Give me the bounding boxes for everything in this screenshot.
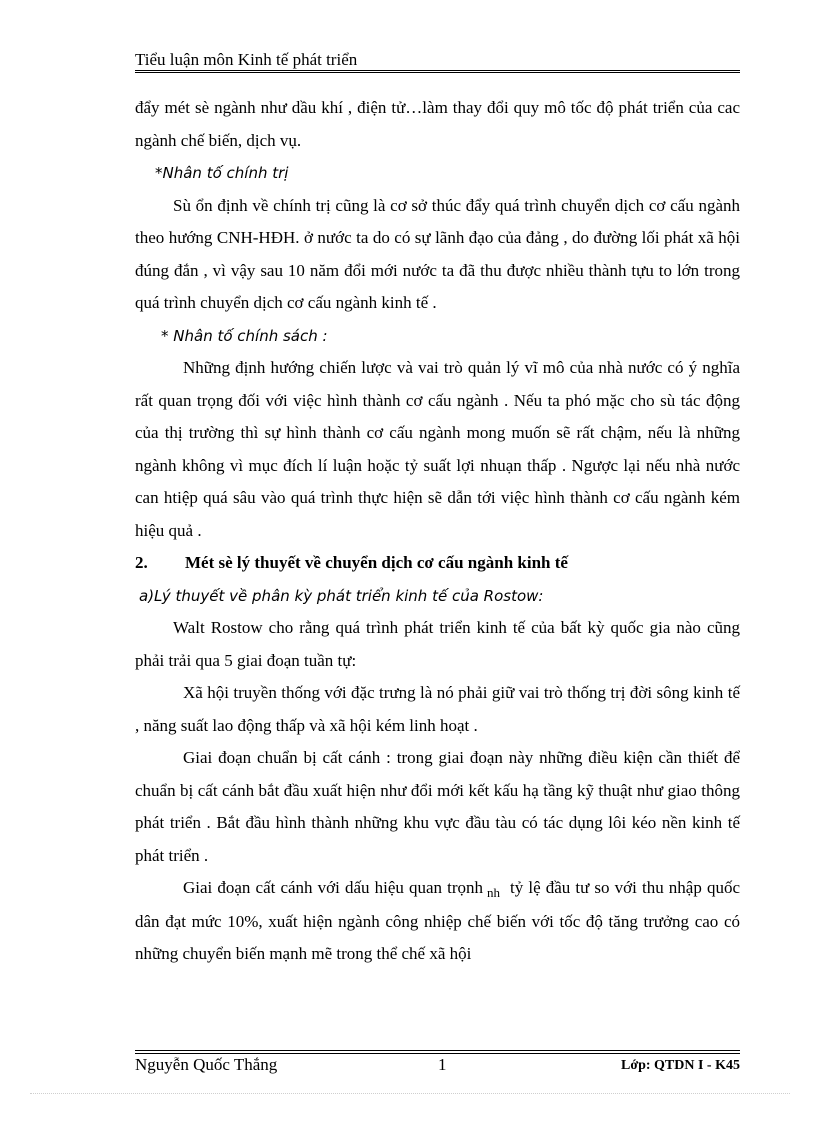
section-number: 2.	[135, 553, 148, 572]
footer-rule-thin	[135, 1053, 740, 1054]
section-heading	[135, 547, 740, 580]
heading-political-factor	[135, 157, 740, 190]
paragraph-political-stability: Sù ổn định về chính trị cũng là cơ sở thúc đẩy quá trình chuyển dịch cơ cấu ngành theo hướng CNH-HĐH. ở nước ta do có sự lãnh đạo của đảng , do đường lối phát xã hội đúng đắn , vì vậy sau 10 năm đổi mới nước ta đã thu được nhiều thành tựu to lớn trong quá trình chuyển dịch cơ cấu ngành kinh tế .	[135, 195, 740, 312]
header-rule-thin	[135, 72, 740, 73]
heading-political-text: *Nhân tố chính trị	[155, 164, 289, 182]
footer-rule	[135, 1050, 740, 1051]
header-rule	[135, 70, 740, 71]
heading-policy-text: * Nhân tố chính sách :	[161, 326, 328, 345]
paragraph-policy: Những định hướng chiến lược và vai trò quản lý vĩ mô của nhà nước có ý nghĩa rất quan trọng đối với việc hình thành cơ cấu ngành . Nếu ta phó mặc cho sù tác động của thị trường thì sự hình thành cơ cấu ngành mong muốn sẽ rất chậm, nếu là những ngành không vì mục đích lí luận hoặc tỷ suất lợi nhuạn thấp . Ngược lại nếu nhà nước can htiệp quá sâu vào quá trình thực hiện sẽ dẫn tới việc hình thành cơ cấu ngành kém hiệu quả .	[135, 358, 740, 540]
page-header: Tiểu luận môn Kinh tế phát triển	[135, 50, 358, 69]
paragraph-takeoff-part1: Giai đoạn cất cánh với dấu hiệu quan trọnh	[183, 878, 484, 897]
paragraph-industry-change: đẩy mét sè ngành như dầu khí , điện tử…làm thay đổi quy mô tốc độ phát triển của cac ngành chế biến, dịch vụ.	[135, 98, 740, 150]
heading-rostow-text: a)Lý thuyết về phân kỳ phát triển kinh tế của Rostow:	[139, 586, 544, 605]
paragraph-pre-takeoff: Giai đoạn chuẩn bị cất cánh : trong giai đoạn này những điều kiện cần thiết để chuẩn bị cất cánh bắt đầu xuất hiện như đổi mới kết kấu hạ tầng kỹ thuật như giao thông phát triển . Bắt đầu hình thành những khu vực đầu tàu có tác dụng lôi kéo nền kinh tế phát triển .	[135, 748, 740, 865]
page-number: 1	[438, 1055, 447, 1074]
heading-rostow	[135, 580, 740, 613]
paragraph-takeoff	[135, 872, 740, 971]
paragraph-traditional-society: Xã hội truyền thống với đặc trưng là nó phải giữ vai trò thống trị đời sông kinh tế , năng suất lao động thấp và xã hội kém linh hoạt .	[135, 683, 740, 735]
heading-policy-factor	[135, 320, 740, 353]
subscript-fragment: nh	[487, 885, 501, 900]
section-title: Mét sè lý thuyết về chuyển dịch cơ cấu ngành kinh tế	[185, 553, 568, 572]
page-bottom-dotted-line	[30, 1093, 790, 1094]
document-body	[135, 92, 740, 971]
paragraph-takeoff-part2: tỷ lệ đầu tư so với thu nhập quốc dân đạt mức 10%, xuất hiện ngành công nhiệp chế biến với tốc độ tăng trưởng cao có những chuyển biến mạnh mẽ trong thể chế xã hội	[135, 878, 740, 963]
footer-class-label: Lớp: QTDN I - K45	[621, 1058, 740, 1073]
paragraph-rostow-intro: Walt Rostow cho rằng quá trình phát triển kinh tế của bất kỳ quốc gia nào cũng phải trải qua 5 giai đoạn tuần tự:	[135, 618, 740, 670]
footer-author: Nguyễn Quốc Thắng	[135, 1055, 278, 1074]
